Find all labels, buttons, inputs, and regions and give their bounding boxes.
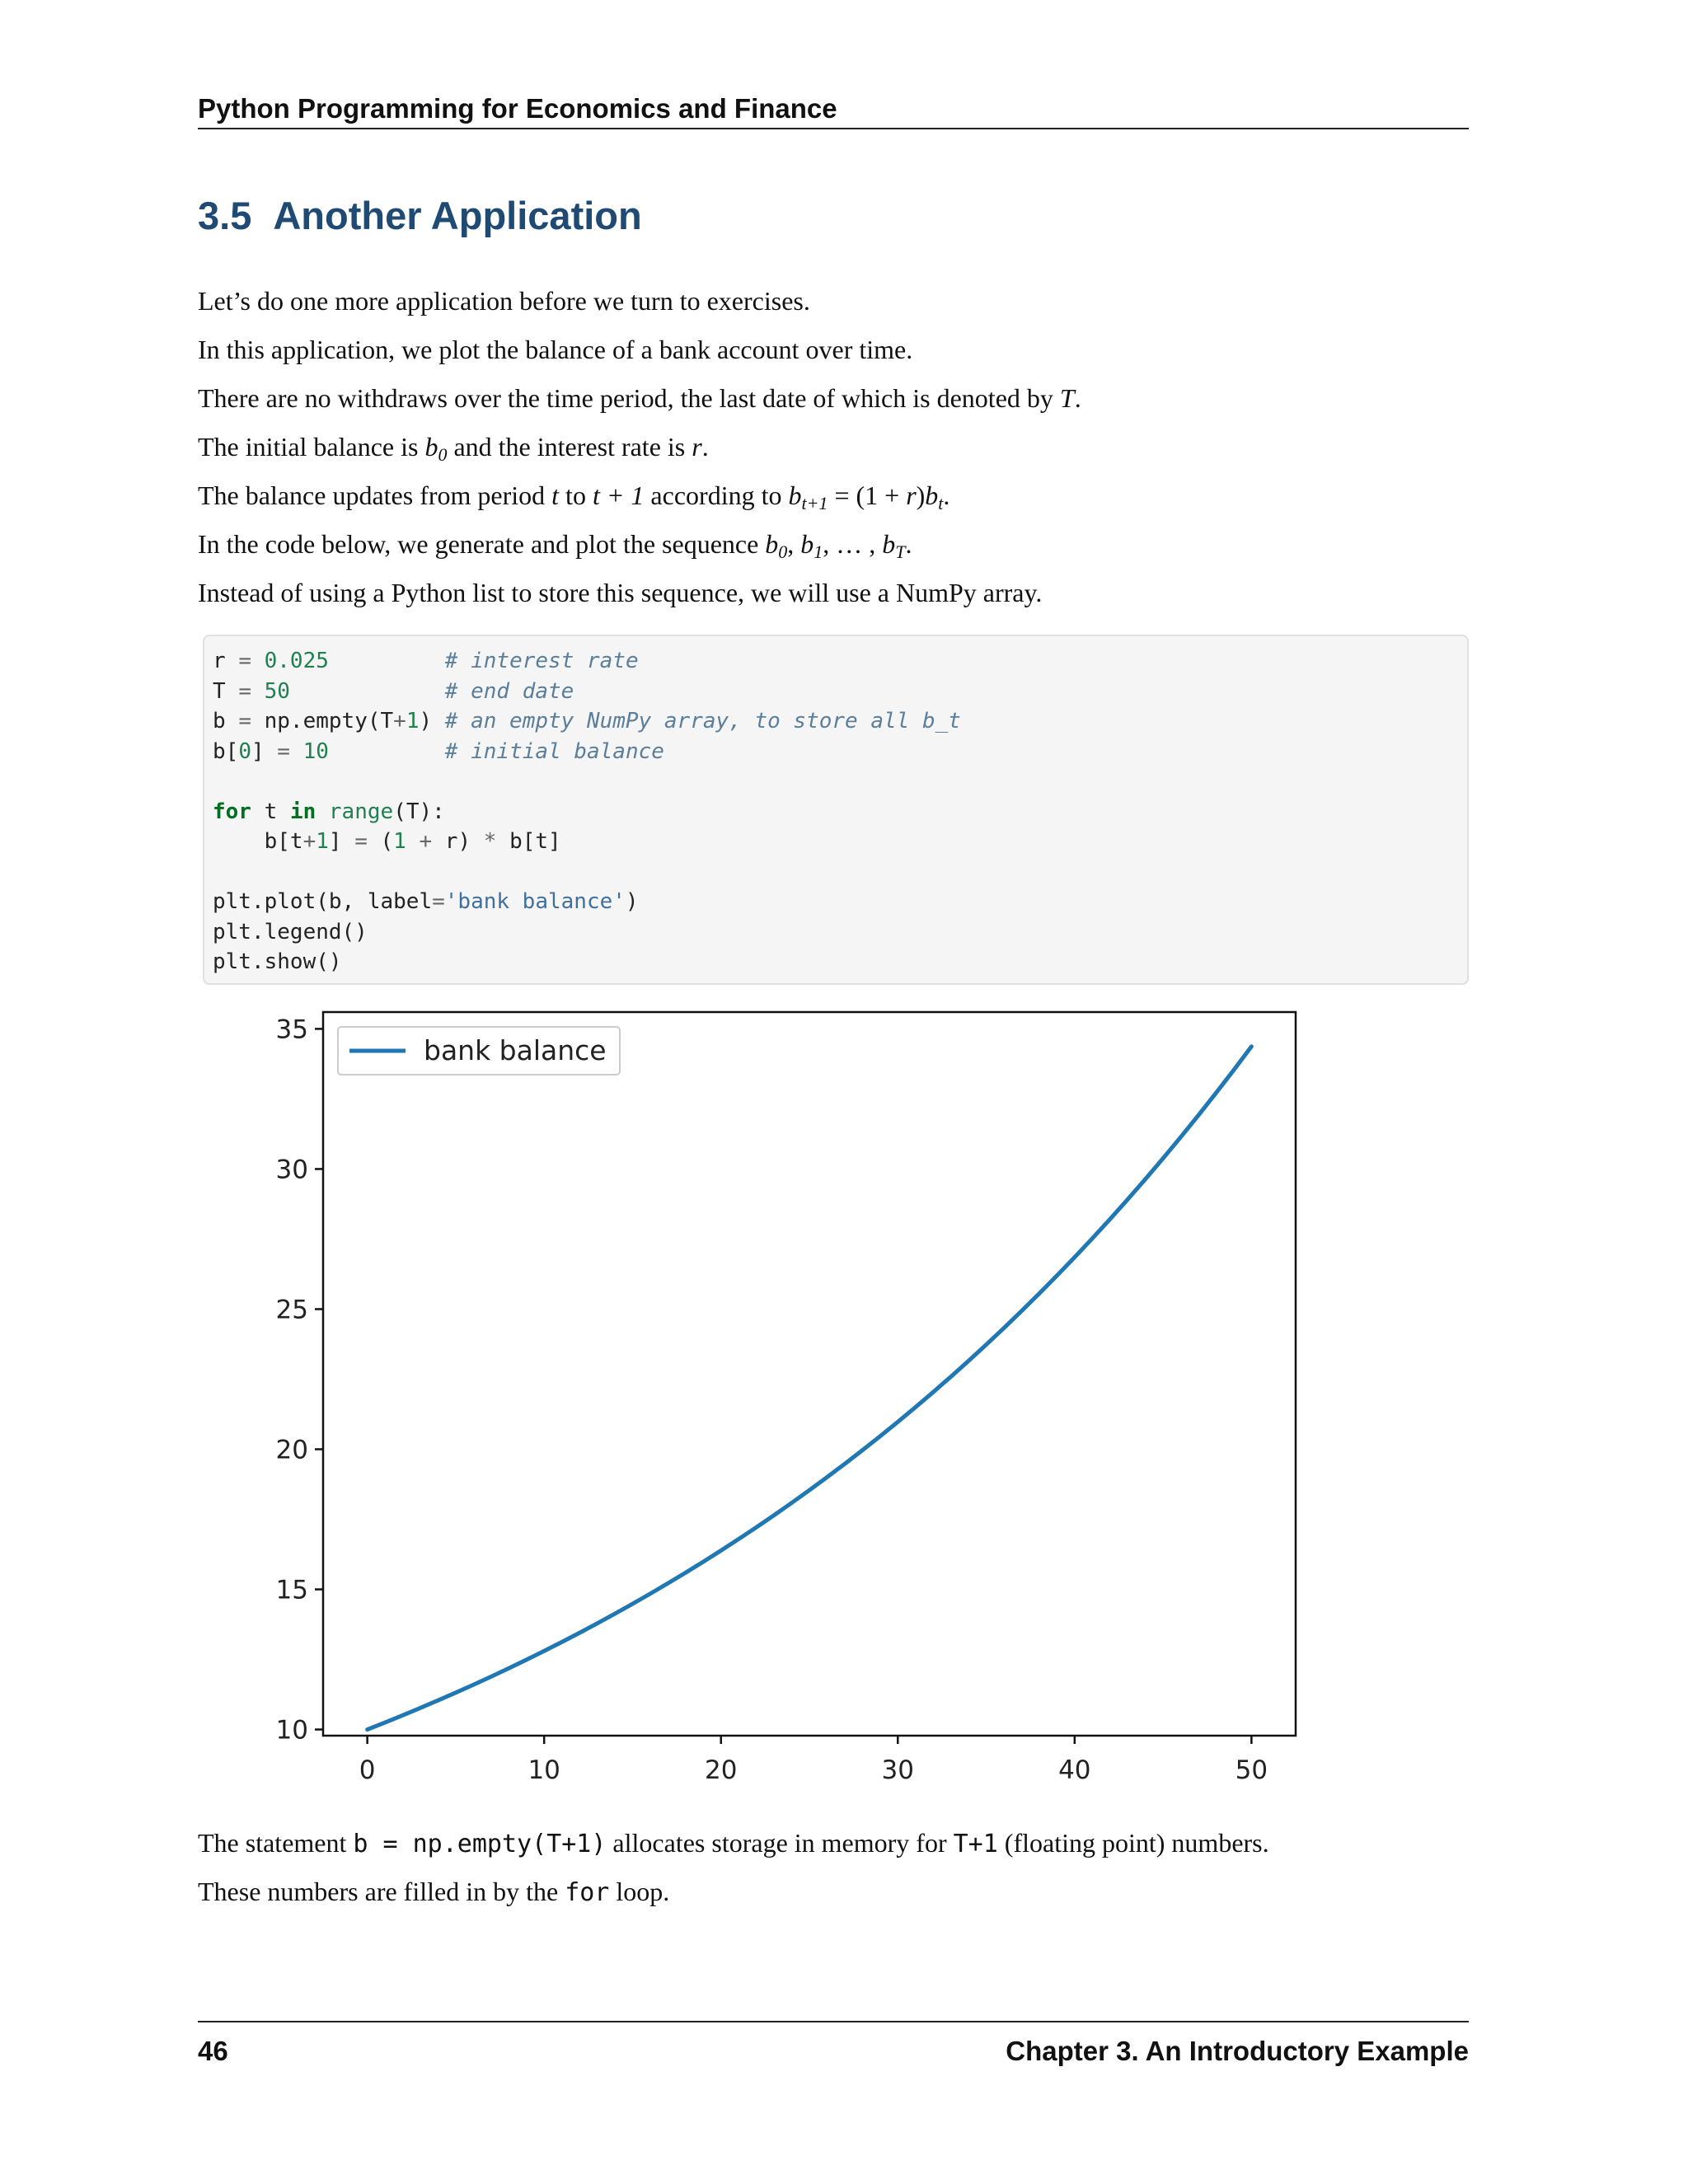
legend-label: bank balance — [424, 1034, 607, 1066]
legend — [338, 1027, 620, 1075]
section-number: 3.5 — [198, 194, 252, 237]
x-tick-label: 10 — [528, 1755, 560, 1785]
running-header — [198, 92, 1469, 129]
y-tick-label: 25 — [275, 1295, 308, 1325]
x-tick-label: 0 — [359, 1755, 376, 1785]
x-tick-label: 40 — [1058, 1755, 1091, 1785]
code-block — [203, 635, 1469, 985]
inline-code-np-empty: b = np.empty(T+1) — [353, 1830, 607, 1858]
paragraph-withdraws: There are no withdraws over the time period, the last date of which is denoted by T. — [198, 383, 1081, 413]
x-tick-label: 20 — [705, 1755, 738, 1785]
section-title-text: Another Application — [273, 194, 642, 237]
plot-frame — [323, 1012, 1296, 1736]
y-tick-label: 30 — [275, 1155, 308, 1185]
y-tick-label: 15 — [275, 1575, 308, 1605]
paragraph-update-rule: The balance updates from period t to t + 1 according to $b_{t+1} = (1 + r)b_t$. — [198, 480, 950, 513]
paragraph-numpy: Instead of using a Python list to store this sequence, we will use a NumPy array. — [198, 578, 1043, 607]
chapter-label: Chapter 3. An Introductory Example — [1006, 2036, 1469, 2066]
paragraph-statement: The statement b = np.empty(T+1) allocates storage in memory for T+1 (floating point) numbers. — [198, 1828, 1269, 1858]
paragraph-sequence: In the code below, we generate and plot the sequence $b_0$, $b_1$, … , $b_T$. — [198, 529, 912, 562]
running-footer — [198, 2021, 1469, 2066]
paragraph-initial-balance: The initial balance is $b_0$ and the interest rate is r. — [198, 432, 709, 465]
page-number: 46 — [198, 2036, 228, 2066]
x-tick-label: 30 — [881, 1755, 914, 1785]
inline-code-t-plus-1: T+1 — [953, 1830, 998, 1858]
paragraph-intro: Let’s do one more application before we turn to exercises. — [198, 286, 810, 316]
x-tick-label: 50 — [1235, 1755, 1268, 1785]
y-tick-label: 20 — [275, 1435, 308, 1465]
paragraph-loop: These numbers are filled in by the for loop. — [198, 1877, 670, 1907]
book-title: Python Programming for Economics and Finance — [198, 93, 837, 124]
y-tick-label: 10 — [275, 1715, 308, 1746]
series-line-bank-balance — [368, 1047, 1252, 1730]
code-text: r = 0.025 # interest rate T = 50 # end date b = np.empty(T+1) # an empty NumPy array, to store all b_t b[0] = 10 # initial balance for t in range(T): b[t+1] = (1 + r) * b[t] plt.plot(b, label='bank balance') plt.legend() plt.show() — [213, 649, 961, 974]
paragraph-application: In this application, we plot the balance of a bank account over time. — [198, 335, 913, 364]
bank-balance-chart — [247, 1005, 1319, 1805]
section-title — [198, 191, 642, 241]
inline-code-for: for — [565, 1878, 610, 1907]
axis-ticks — [276, 1015, 1268, 1785]
y-tick-label: 35 — [275, 1015, 308, 1045]
